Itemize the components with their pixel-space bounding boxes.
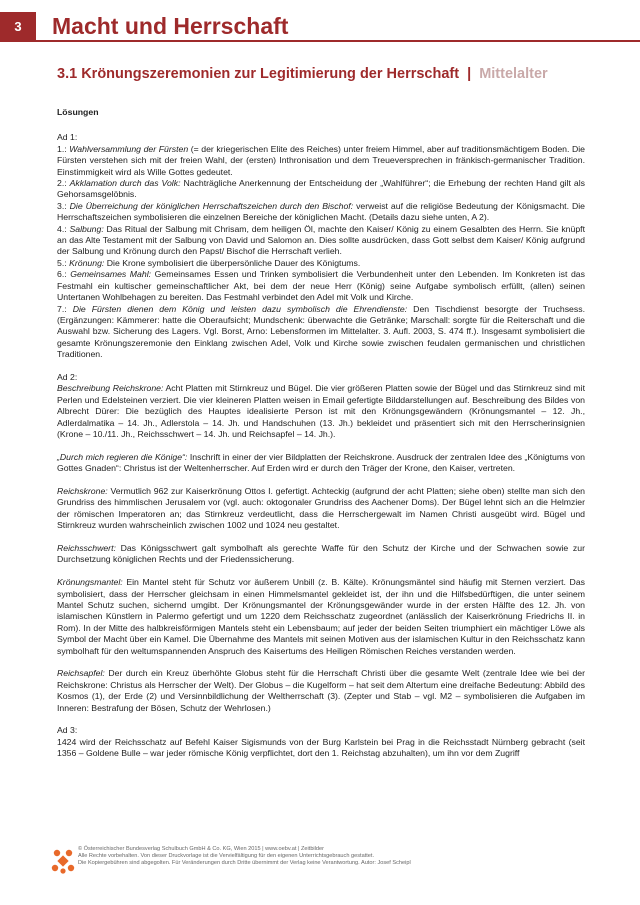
- section-number: 3.1: [57, 66, 78, 82]
- ad2-list: [57, 383, 585, 725]
- ad1-item: [57, 224, 585, 258]
- ad1-item-number: 6.:: [57, 269, 71, 280]
- ad2-paragraph: [57, 383, 585, 440]
- ad1-item-text: Das Ritual der Salbung mit Chrisam, dem heiligen Öl, machte den Kaiser/ König zu einem Gesalbten des Herrn. Sie knüpft an das Alte Testament mit der Salbung von David und Salomon an. Dies sollte ausdrücken, dass Gott selbst dem Kaiser/ König aufgrund der Salbung und Krönung durch den Papst/ Bischof die Herrschaft verlieh.: [57, 223, 585, 257]
- footer-line-2: Alle Rechte vorbehalten. Von dieser Druckvorlage ist die Vervielfältigung für den eigenen Unterrichtsgebrauch gestattet.: [78, 853, 375, 860]
- publisher-logo-icon: [50, 848, 76, 874]
- header-rule: [0, 40, 640, 42]
- ad1-item-number: 4.:: [57, 223, 70, 234]
- ad1-item-number: 2.:: [57, 178, 70, 189]
- chapter-number: 3: [14, 18, 22, 34]
- ad2-paragraph-text: Das Königsschwert galt symbolhaft als gerechte Waffe für den Schutz der Kirche und der Schwachen sowie zur Durchsetzung königlichen Rechts und der Friedenssicherung.: [57, 542, 585, 565]
- ad1-item-text: (= der kriegerischen Elite des Reiches) unter freiem Himmel, aber auf traditionsmächtigem Boden. Die Fürsten verstehen sich mit der freien Wahl, der (ersten) Inthronisation und dem Treueversprechen in fränkisch-germanischer Tradition. Einstimmigkeit wird als Wille Gottes gedeutet.: [57, 143, 585, 177]
- ad2-paragraph: [57, 486, 585, 532]
- ad1-item-number: 5.:: [57, 257, 70, 268]
- ad3-text: 1424 wird der Reichsschatz auf Befehl Kaiser Sigismunds von der Burg Karlstein bei Prag in die Reichsstadt Nürnberg gebracht (seit 1356 – Goldene Bulle – war jeder römische König verpflichtet, dort den 1. Reichstag abzuhalten), um ihn vor dem Zugriff: [57, 736, 585, 759]
- ad2-paragraph-term: „Durch mich regieren die Könige“:: [57, 451, 188, 462]
- ad1-item-text: Gemeinsames Essen und Trinken symbolisiert die Verbundenheit unter den Lebenden. Im Konkreten ist das Festmahl ein kultischer gemeinschaftlicher Akt, bei dem der neue Herr (König) seine Aufgabe symbolisch erfüllt, (allen) seinen Untertanen Wohlbehagen zu bereiten. Das Festmahl verbindet den Adel mit Volk und Kirche.: [57, 269, 585, 303]
- ad1-item-text: Die Krone symbolisiert die überpersönliche Dauer des Königtums.: [104, 257, 361, 268]
- ad2-paragraph-text: Vermutlich 962 zur Kaiserkrönung Ottos I. gefertigt. Achteckig (aufgrund der acht Platten; siehe oben) stellte man sich den Grundriss des himmlischen Jerusalem vor (vgl. auch: oktogonaler Grundriss des Aachener Doms). Der Bügel lehnt sich an die Helmzier der römischen Imperatoren an; das Stirnkreuz verdeutlicht, dass die Herrschergewalt im Namen Christi ausgeübt wird. Bügel und Stirnkreuz wurden wahrscheinlich zwischen 1002 und 1024 neu gestaltet.: [57, 485, 585, 531]
- ad1-item-number: 3.:: [57, 200, 70, 211]
- ad1-item-text: verweist auf die religiöse Bedeutung der Königsmacht. Die Herrschaftszeichen symbolisieren die einzelnen Bereiche der königlichen Macht. (Details dazu siehe unten, A 2).: [57, 200, 586, 223]
- ad2-paragraph-term: Beschreibung Reichskrone:: [57, 383, 164, 394]
- ad2-paragraph-term: Reichsapfel:: [57, 668, 105, 679]
- solutions-heading: Lösungen: [57, 107, 99, 117]
- ad1-item-term: Wahlversammlung der Fürsten: [69, 143, 189, 154]
- ad1-item: [57, 144, 585, 178]
- section-era: Mittelalter: [479, 66, 548, 82]
- section-title: [57, 66, 548, 82]
- page-header: [0, 0, 640, 42]
- ad2-paragraph: [57, 543, 585, 566]
- ad1-item-term: Akklamation durch das Volk:: [69, 178, 181, 189]
- ad1-item-term: Gemeinsames Mahl:: [70, 269, 152, 280]
- ad1-item-term: Salbung:: [69, 223, 104, 234]
- ad2-paragraph-text: Ein Mantel steht für Schutz vor äußerem Unbill (z. B. Kälte). Krönungsmäntel sind häufig mit Sternen verziert. Das symbolisiert, dass der Herrscher gleichsam in einen Himmelsmantel gekleidet ist, der ihn und die Hilfsbedürftigen, die unter seinem Mantel Schutz suchen, sichernd umgibt. Der Krönungsmantel der Krönungsgewänder wurde in der ersten Hälfte des 12. Jh. von islamischen Künstlern in Palermo gefertigt und um 1220 dem Reichsschatz zugeordnet (anlässlich der Kaiserkrönung Friedrichs II. in Rom). In der Mitte des halbkreisförmigen Mantels steht ein Lebensbaum; auf jeder der beiden Seiten triumphiert ein mächtiger Löwe als Symbol der Macht über ein Kamel. Die Übernahme des Mantels mit seinen Motiven aus der islamischen Kultur in den Reichsschatz kann symbolhaft für den weltumspannenden Anspruch des Kaisertums des Heiligen Römischen Reiches verstanden werden.: [57, 577, 585, 656]
- ad1-item: [57, 304, 585, 361]
- ad2-label: Ad 2:: [57, 371, 78, 382]
- ad1-item-term: Die Überreichung der königlichen Herrschaftszeichen durch den Bischof:: [69, 200, 354, 211]
- section-title-text: Krönungszeremonien zur Legitimierung der Herrschaft: [81, 66, 460, 82]
- ad2-paragraph: [57, 577, 585, 657]
- ad1-label: Ad 1:: [57, 132, 78, 143]
- ad1-item: [57, 258, 585, 269]
- ad2-paragraph-term: Reichsschwert:: [57, 542, 116, 553]
- chapter-title: Macht und Herrschaft: [52, 13, 289, 39]
- ad1-list: [57, 144, 585, 361]
- ad1-item-text: Den Tischdienst besorgte der Truchsess. (Ergänzungen: Kämmerer: hatte die Oberaufsicht; Mundschenk: überwachte die Getränke; Marschall: sorgte für die Reiterschaft und die Auswahl bzw. Sicherung des Lagers. Vgl. Borst, Arno: Lebensformen im Mittelalter. 3. Aufl. 2003, S. 474 ff.). Insgesamt symbolisiert die gesamte Krönungszeremonie den Einklang zwischen Adel, Volk und Kirche sowie zwischen feudalen germanischen und christlichen Traditionen.: [57, 303, 585, 360]
- ad1-item-number: 7.:: [57, 303, 73, 314]
- ad2-paragraph-term: Reichskrone:: [57, 485, 108, 496]
- ad2-paragraph-text: Acht Platten mit Stirnkreuz und Bügel. Die vier größeren Platten sowie der Bügel und das Stirnkreuz sind mit Perlen und Edelsteinen verziert. Die vier kleineren Platten weisen in Email gefertigte Bilddarstellungen auf. Beschreibung des Bildes von Albrecht Dürer: Die bezüglich des Hauptes idealisierte Person ist mit den Krönungsgewändern (Krönungsmantel – 12. Jh., Adlerdalmatika – 14. Jh., Adlerstola – 14. Jh. und Handschuhen (13. Jh.) bekleidet und präsentiert sich mit den Herrscherinsignien (Krone – 10./11. Jh., Reichsschwert – 14. Jh. und Reichsapfel – 14. Jh.).: [57, 383, 585, 439]
- ad1-item: [57, 178, 585, 201]
- ad3-label: Ad 3:: [57, 725, 78, 736]
- ad2-paragraph: [57, 668, 585, 714]
- chapter-number-badge: [0, 12, 36, 40]
- ad1-item: [57, 201, 585, 224]
- ad2-paragraph-text: Der durch ein Kreuz überhöhte Globus steht für die Herrschaft Christi über die gesamte Welt (zentrale Idee wie bei der Reichskrone: Christus als Herrscher der Welt). Der Globus – die Kugelform – hat seit dem Altertum eine dreifache Bedeutung: Abbild des Kosmos (1), der Erde (2) und Versinnbildlichung der Weltherrschaft (3). (Zepter und Stab – vgl. M2 – symbolisieren die Aufgaben im Inneren: Bestrafung der Bösen, Schutz der Wehrlosen.): [57, 668, 585, 713]
- ad1-item-number: 1.:: [57, 143, 70, 154]
- ad1-item: [57, 269, 585, 303]
- footer-line-3: Die Kopiergebühren sind abgegolten. Für Veränderungen durch Dritte übernimmt der Verlag keine Verantwortung. Autor: Josef Scheipl: [78, 860, 411, 867]
- section-separator: |: [467, 66, 472, 82]
- page-footer: [78, 846, 598, 868]
- ad1-item-text: Nachträgliche Anerkennung der Entscheidung der „Wahlführer“; die Erhebung der rechten Hand gilt als Gehorsamsgelöbnis.: [57, 178, 585, 200]
- solutions-content: [57, 107, 585, 760]
- ad2-paragraph-text: Inschrift in einer der vier Bildplatten der Reichskrone. Ausdruck der zentralen Idee des „Königtums von Gottes Gnaden“: Christus ist der Weltenherrscher. Auf Erden wird er durch den Träger der Krone, den Kaiser, vertreten.: [57, 451, 586, 474]
- ad1-item-term: Die Fürsten dienen dem König und leisten dazu symbolisch die Ehrendienste:: [72, 303, 408, 314]
- ad2-paragraph-term: Krönungsmantel:: [57, 577, 123, 588]
- footer-line-1: © Österreichischer Bundesverlag Schulbuch GmbH & Co. KG, Wien 2015 | www.oebv.at | Zeitbilder: [78, 846, 325, 852]
- ad1-item-term: Krönung:: [69, 257, 105, 268]
- ad2-paragraph: [57, 452, 585, 475]
